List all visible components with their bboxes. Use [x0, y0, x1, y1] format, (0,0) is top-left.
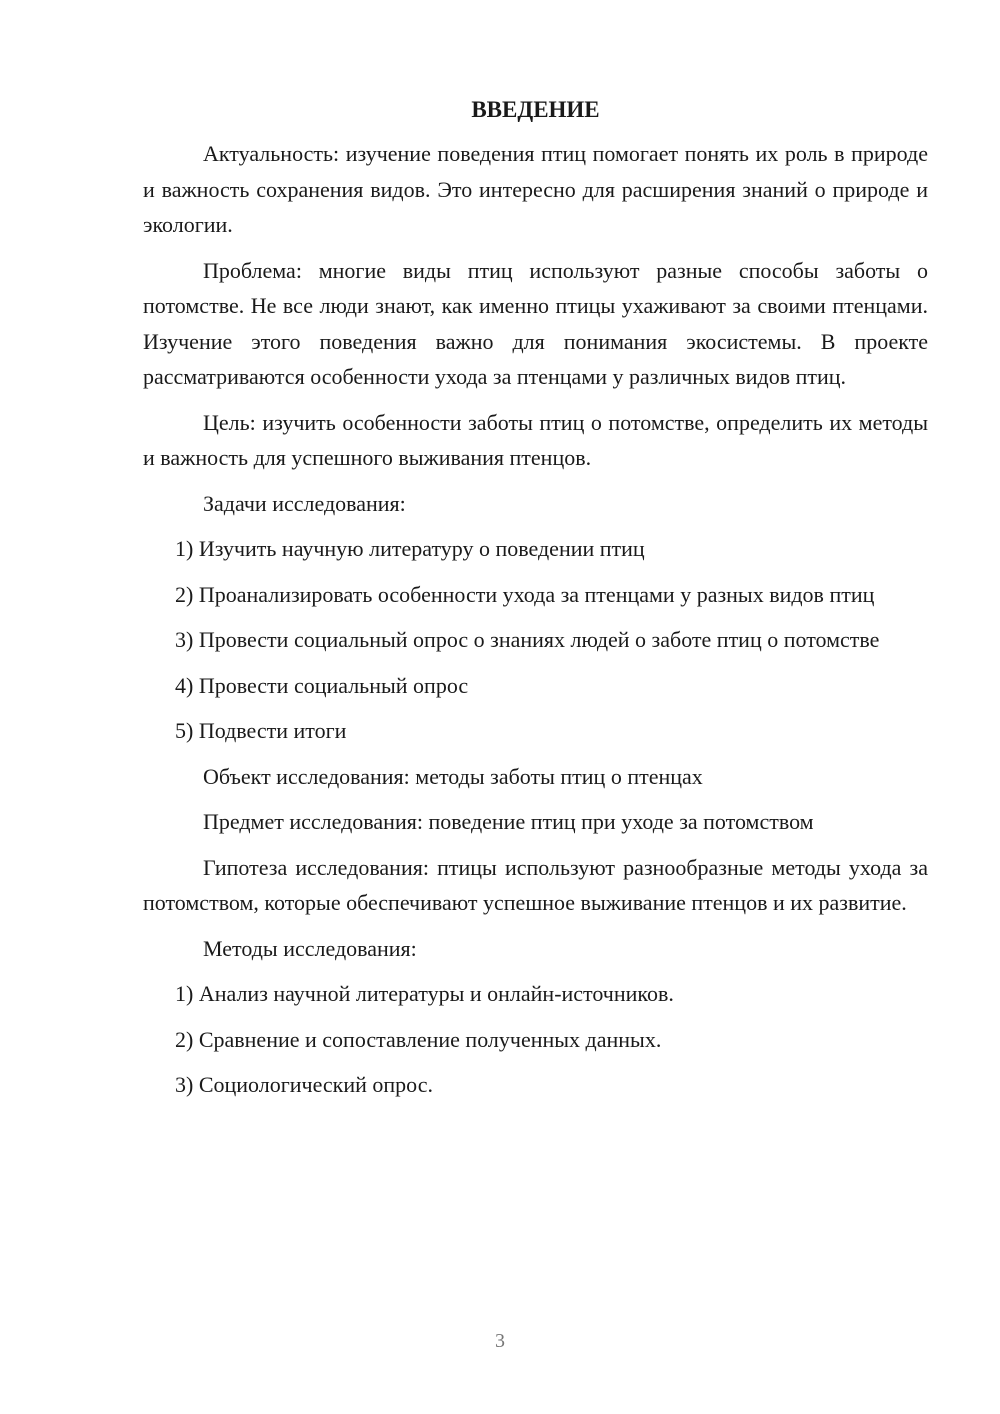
task-item: 1) Изучить научную литературу о поведении птиц	[175, 536, 645, 561]
method-item: 1) Анализ научной литературы и онлайн-источников.	[175, 981, 674, 1006]
methods-heading: Методы исследования:	[203, 935, 417, 961]
hypothesis-paragraph: Гипотеза исследования: птицы используют разнообразные методы ухода за потомством, которые обеспечивают успешное выживание птенцов и их развитие.	[143, 854, 928, 915]
task-item: 2) Проанализировать особенности ухода за птенцами у разных видов птиц	[175, 581, 875, 607]
page-title: ВВЕДЕНИЕ	[471, 97, 600, 122]
task-item: 4) Провести социальный опрос	[175, 672, 469, 698]
document-page	[143, 92, 928, 1113]
page-number: 3	[495, 1330, 505, 1352]
problem-paragraph: Проблема: многие виды птиц используют разные способы заботы о потомстве. Не все люди знают, как именно птицы ухаживают за своими птенцами. Изучение этого поведения важно для понимания экосистемы. В проекте рассматриваются особенности ухода за птенцами у различных видов птиц.	[143, 257, 928, 389]
goal-paragraph: Цель: изучить особенности заботы птиц о потомстве, определить их методы и важность для успешного выживания птенцов.	[143, 409, 928, 470]
method-item: 3) Социологический опрос.	[175, 1072, 433, 1097]
relevance-paragraph: Актуальность: изучение поведения птиц помогает понять их роль в природе и важность сохранения видов. Это интересно для расширения знаний о природе и экологии.	[143, 141, 928, 237]
task-item: 3) Провести социальный опрос о знаниях людей о заботе птиц о потомстве	[175, 627, 880, 652]
research-object: Объект исследования: методы заботы птиц о птенцах	[203, 763, 703, 789]
task-item: 5) Подвести итоги	[175, 718, 347, 743]
method-item: 2) Сравнение и сопоставление полученных данных.	[175, 1026, 662, 1052]
tasks-heading: Задачи исследования:	[203, 490, 406, 516]
research-subject: Предмет исследования: поведение птиц при уходе за потомством	[203, 809, 814, 834]
